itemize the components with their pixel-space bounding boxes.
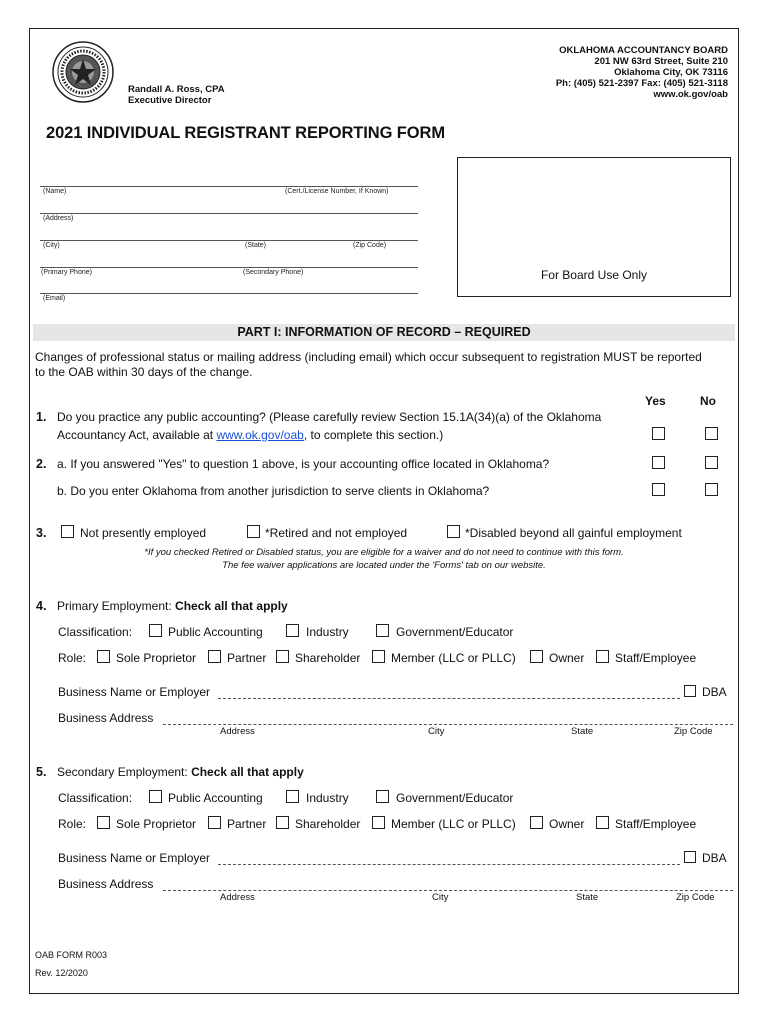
q1-yes-checkbox[interactable] (652, 427, 665, 440)
board-use-box (457, 157, 731, 297)
q4-owner-label: Owner (549, 651, 585, 665)
form-revision: Rev. 12/2020 (35, 968, 88, 978)
q4-shareholder-label: Shareholder (295, 651, 361, 665)
part1-intro-line2: to the OAB within 30 days of the change. (35, 365, 253, 379)
q4-sole-proprietor-checkbox[interactable] (97, 650, 110, 663)
q5-staff-checkbox[interactable] (596, 816, 609, 829)
q4-business-name-label: Business Name or Employer (58, 685, 211, 699)
q5-partner-checkbox[interactable] (208, 816, 221, 829)
q1-text-line2: Accountancy Act, available at www.ok.gov/oab, to complete this section.) (57, 428, 444, 442)
city-label: (City) (43, 242, 60, 249)
q2a-no-checkbox[interactable] (705, 456, 718, 469)
no-header: No (700, 394, 716, 408)
q4-staff-label: Staff/Employee (615, 651, 697, 665)
q3-note-line1: *If you checked Retired or Disabled status, you are eligible for a waiver and do not need to continue with this form. (144, 547, 624, 558)
state-label: (State) (245, 242, 267, 249)
q4-shareholder-checkbox[interactable] (276, 650, 289, 663)
q2b-no-checkbox[interactable] (705, 483, 718, 496)
not-employed-label: Not presently employed (80, 526, 207, 540)
q4-sole-proprietor-label: Sole Proprietor (116, 651, 197, 665)
address-line[interactable] (40, 213, 418, 214)
q4-industry-label: Industry (306, 625, 349, 639)
q5-government-label: Government/Educator (396, 791, 514, 805)
q5-staff-label: Staff/Employee (615, 817, 697, 831)
q5-zip-sub: Zip Code (676, 892, 715, 903)
q2a-text: a. If you answered "Yes" to question 1 above, is your accounting office located in Oklahoma? (57, 457, 550, 471)
q5-public-accounting-checkbox[interactable] (149, 790, 162, 803)
q4-member-checkbox[interactable] (372, 650, 385, 663)
oab-website-link[interactable]: www.ok.gov/oab (216, 428, 304, 442)
director-name: Randall A. Ross, CPA (128, 84, 225, 95)
q5-role-label: Role: (58, 817, 87, 831)
zip-label: (Zip Code) (353, 242, 387, 249)
q5-member-label: Member (LLC or PLLC) (391, 817, 516, 831)
q4-role-label: Role: (58, 651, 87, 665)
q4-public-accounting-checkbox[interactable] (149, 624, 162, 637)
q5-industry-label: Industry (306, 791, 349, 805)
q3-number: 3. (36, 526, 47, 540)
q4-dba-checkbox[interactable] (684, 685, 696, 697)
retired-label: *Retired and not employed (265, 526, 408, 540)
q1-number: 1. (36, 410, 47, 424)
q4-address-sub: Address (220, 726, 255, 737)
email-label: (Email) (43, 295, 66, 302)
q4-owner-checkbox[interactable] (530, 650, 543, 663)
q4-dba-label: DBA (702, 685, 727, 699)
q5-city-sub: City (432, 892, 449, 903)
q5-dba-label: DBA (702, 851, 727, 865)
q5-shareholder-label: Shareholder (295, 817, 361, 831)
name-label: (Name) (43, 188, 67, 195)
q4-zip-sub: Zip Code (674, 726, 713, 737)
q5-shareholder-checkbox[interactable] (276, 816, 289, 829)
q5-owner-label: Owner (549, 817, 585, 831)
disabled-checkbox[interactable] (447, 525, 460, 538)
q4-member-label: Member (LLC or PLLC) (391, 651, 516, 665)
board-use-label: For Board Use Only (540, 268, 648, 282)
address-label: (Address) (43, 215, 74, 222)
q4-business-address-label: Business Address (58, 711, 154, 725)
q3-note-line2: The fee waiver applications are located under the 'Forms' tab on our website. (222, 560, 546, 571)
part1-intro-line1: Changes of professional status or mailing address (including email) which occur subsequent to registration MUST be reported (35, 350, 702, 364)
q5-industry-checkbox[interactable] (286, 790, 299, 803)
q5-member-checkbox[interactable] (372, 816, 385, 829)
q4-classification-label: Classification: (58, 625, 133, 639)
form-title: 2021 INDIVIDUAL REGISTRANT REPORTING FORM (46, 124, 445, 142)
part1-heading: PART I: INFORMATION OF RECORD – REQUIRED (33, 324, 735, 341)
q4-staff-checkbox[interactable] (596, 650, 609, 663)
q4-partner-checkbox[interactable] (208, 650, 221, 663)
primary-phone-label: (Primary Phone) (41, 269, 92, 276)
name-line[interactable] (40, 186, 418, 187)
q5-heading: Secondary Employment: Check all that apply (57, 765, 304, 779)
q5-business-name-label: Business Name or Employer (58, 851, 211, 865)
q4-government-checkbox[interactable] (376, 624, 389, 637)
q2-number: 2. (36, 457, 47, 471)
q4-public-accounting-label: Public Accounting (168, 625, 263, 639)
q5-sole-proprietor-label: Sole Proprietor (116, 817, 197, 831)
disabled-label: *Disabled beyond all gainful employment (465, 526, 682, 540)
q5-government-checkbox[interactable] (376, 790, 389, 803)
q1-text-line1: Do you practice any public accounting? (Please carefully review Section 15.1A(34)(a) of the Oklahoma (57, 410, 602, 424)
q5-sole-proprietor-checkbox[interactable] (97, 816, 110, 829)
q5-business-name-line[interactable] (218, 864, 680, 865)
q4-business-name-line[interactable] (218, 698, 680, 699)
q4-number: 4. (36, 599, 47, 613)
yes-header: Yes (645, 394, 666, 408)
q4-state-sub: State (571, 726, 594, 737)
q5-business-address-label: Business Address (58, 877, 154, 891)
q5-public-accounting-label: Public Accounting (168, 791, 263, 805)
phone-line[interactable] (40, 267, 418, 268)
org-address-line1: 201 NW 63rd Street, Suite 210 (594, 56, 728, 67)
q4-government-label: Government/Educator (396, 625, 514, 639)
q4-heading: Primary Employment: Check all that apply (57, 599, 288, 613)
org-website: www.ok.gov/oab (653, 89, 728, 100)
q4-city-sub: City (428, 726, 445, 737)
q4-business-address-line[interactable] (163, 724, 733, 725)
director-title: Executive Director (128, 95, 212, 106)
q5-partner-label: Partner (227, 817, 267, 831)
q4-industry-checkbox[interactable] (286, 624, 299, 637)
secondary-phone-label: (Secondary Phone) (243, 269, 304, 276)
q4-partner-label: Partner (227, 651, 267, 665)
email-line[interactable] (40, 293, 418, 294)
cert-label: (Cert./License Number, If Known) (285, 188, 389, 195)
form-id: OAB FORM R003 (35, 950, 108, 960)
q5-number: 5. (36, 765, 47, 779)
q2a-yes-checkbox[interactable] (652, 456, 665, 469)
org-name: OKLAHOMA ACCOUNTANCY BOARD (559, 45, 728, 56)
q5-address-sub: Address (220, 892, 255, 903)
q5-business-address-line[interactable] (163, 890, 733, 891)
q5-state-sub: State (576, 892, 599, 903)
form-page (29, 28, 739, 994)
retired-checkbox[interactable] (247, 525, 260, 538)
q1-no-checkbox[interactable] (705, 427, 718, 440)
city-line[interactable] (40, 240, 418, 241)
q5-dba-checkbox[interactable] (684, 851, 696, 863)
state-seal-icon (52, 41, 114, 103)
org-address-line2: Oklahoma City, OK 73116 (614, 67, 728, 78)
q5-classification-label: Classification: (58, 791, 133, 805)
q2b-yes-checkbox[interactable] (652, 483, 665, 496)
q5-owner-checkbox[interactable] (530, 816, 543, 829)
org-phone-fax: Ph: (405) 521-2397 Fax: (405) 521-3118 (555, 78, 728, 89)
q2b-text: b. Do you enter Oklahoma from another jurisdiction to serve clients in Oklahoma? (57, 484, 490, 498)
not-employed-checkbox[interactable] (61, 525, 74, 538)
